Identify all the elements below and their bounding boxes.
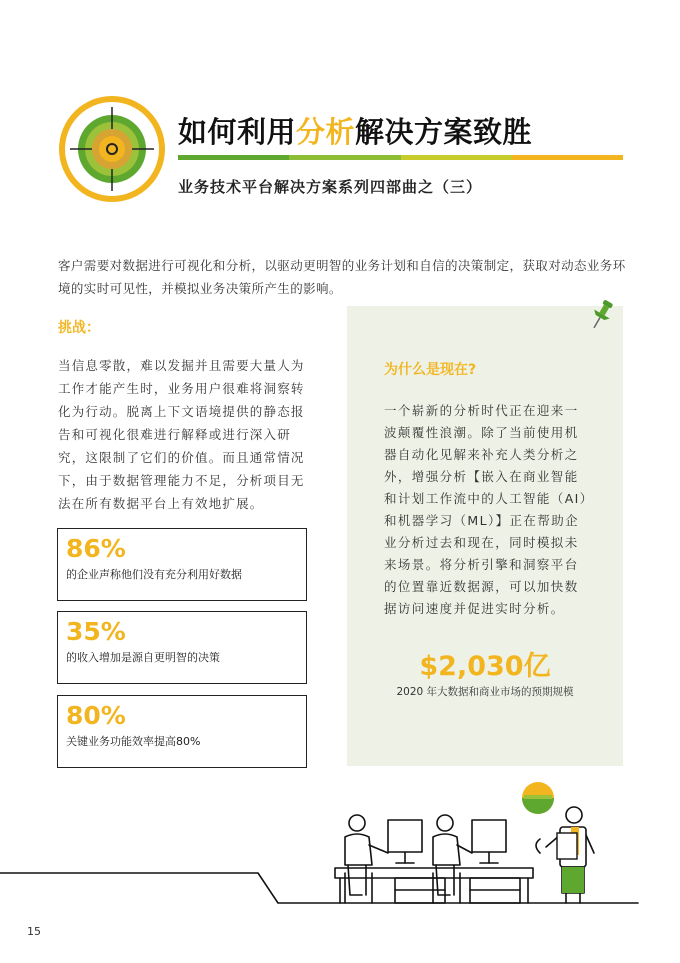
stat-box	[57, 611, 307, 684]
stat-label: 的企业声称他们没有充分利用好数据	[66, 568, 242, 581]
title-underline-bar	[178, 155, 623, 160]
challenge-heading: 挑战：	[58, 320, 100, 336]
why-now-heading: 为什么是现在?	[384, 362, 477, 378]
bar-segment	[401, 155, 512, 160]
page-number: 15	[27, 925, 41, 938]
stat-value: 35%	[66, 617, 126, 646]
stat-box	[57, 528, 307, 601]
market-size-value: $2,030亿	[419, 651, 551, 682]
page-subtitle: 业务技术平台解决方案系列四部曲之（三）	[178, 178, 483, 196]
stat-label: 的收入增加是源自更明智的决策	[66, 651, 220, 664]
bar-segment	[512, 155, 623, 160]
pushpin-icon	[586, 298, 618, 332]
market-size-label: 2020 年大数据和商业市场的预期规模	[396, 686, 574, 698]
bar-segment	[289, 155, 400, 160]
target-icon	[56, 93, 168, 205]
challenge-paragraph: 当信息零散，难以发掘并且需要大量人为工作才能产生时，业务用户很难将洞察转化为行动。脱离上下文语境提供的静态报告和可视化很难进行解释或进行深入研究，这限制了它们的价值。而且通常情况下，由于数据管理能力不足，分析项目无法在所有数据平台上有效地扩展。	[58, 358, 305, 511]
stat-value: 86%	[66, 534, 126, 563]
office-workers-illustration	[0, 775, 680, 915]
intro-paragraph: 客户需要对数据进行可视化和分析，以驱动更明智的业务计划和自信的决策制定，获取对动态业务环境的实时可见性，并模拟业务决策所产生的影响。	[58, 258, 626, 296]
why-now-paragraph: 一个崭新的分析时代正在迎来一波颠覆性浪潮。除了当前使用机器自动化见解来补充人类分析之外，增强分析【嵌入在商业智能和计划工作流中的人工智能（AI）和机器学习（ML）】正在帮助企业分析过去和现在，同时模拟未来场景。将分析引擎和洞察平台的位置靠近数据源，可以加快数据访问速度并促进实时分析。	[384, 403, 588, 616]
bar-segment	[178, 155, 289, 160]
stat-label: 关键业务功能效率提高80%	[66, 735, 201, 748]
page-title: 如何利用分析解决方案致胜	[178, 115, 533, 149]
stat-box	[57, 695, 307, 768]
stat-value: 80%	[66, 701, 126, 730]
